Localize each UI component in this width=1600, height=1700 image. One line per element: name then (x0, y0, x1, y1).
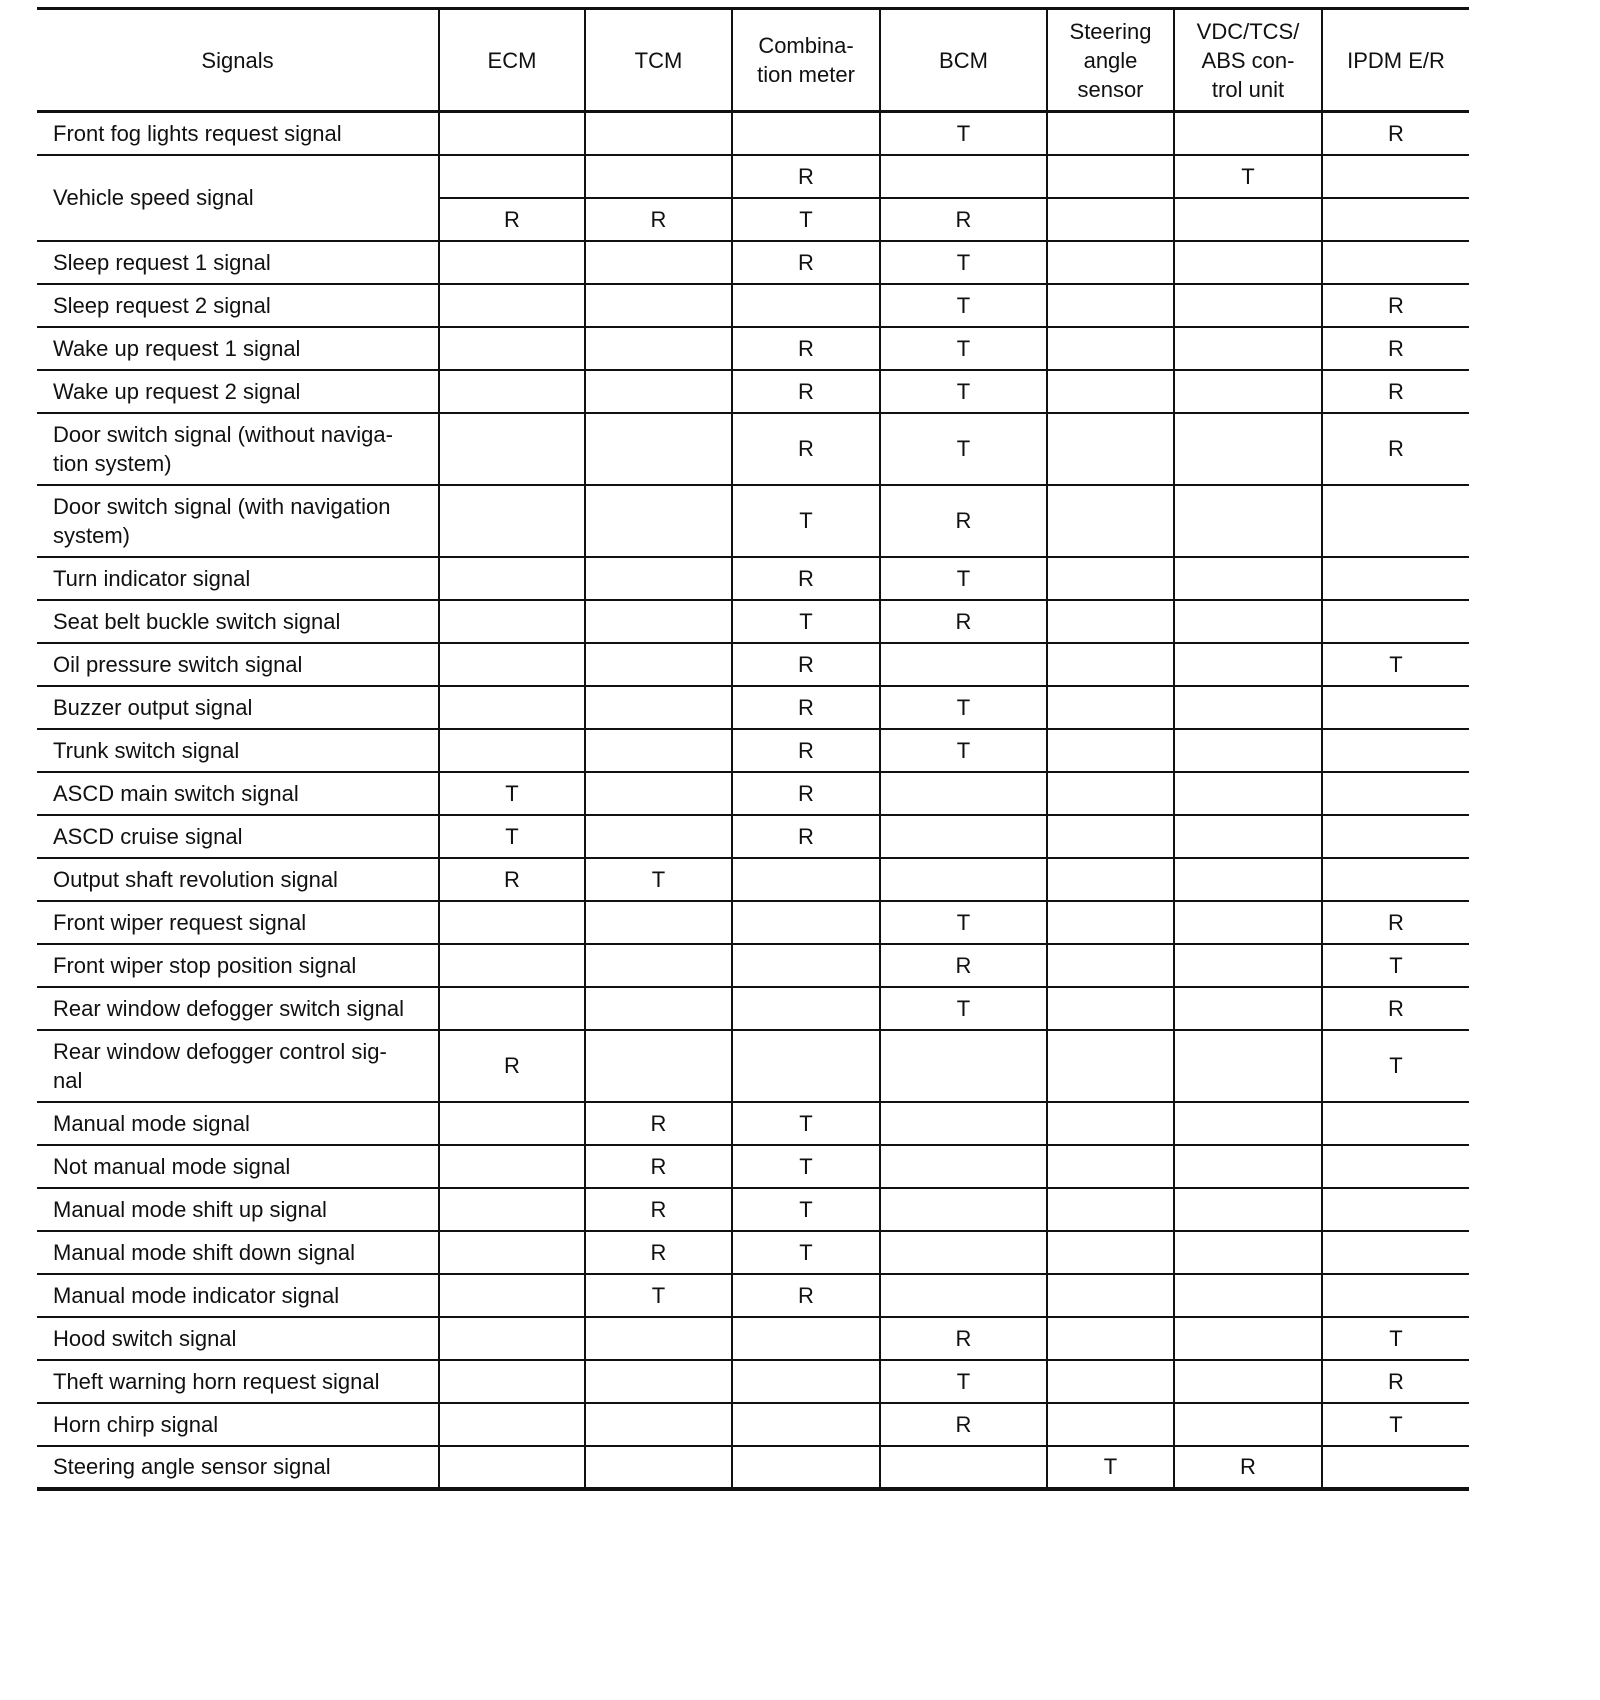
signal-name-cell: Front fog lights request signal (37, 112, 439, 155)
direction-cell (439, 1145, 585, 1188)
direction-cell: T (585, 1274, 732, 1317)
direction-cell (585, 485, 732, 557)
direction-cell: R (880, 485, 1047, 557)
table-row (37, 1102, 1469, 1145)
direction-cell (880, 1446, 1047, 1489)
direction-cell (732, 901, 880, 944)
direction-cell (1174, 370, 1322, 413)
direction-cell: R (732, 772, 880, 815)
direction-cell (1174, 1145, 1322, 1188)
direction-cell (1174, 1102, 1322, 1145)
direction-cell: R (585, 198, 732, 241)
direction-cell: T (439, 815, 585, 858)
direction-cell (1322, 557, 1469, 600)
direction-cell (585, 155, 732, 198)
table-row (37, 112, 1469, 155)
direction-cell: R (439, 198, 585, 241)
direction-cell: R (880, 944, 1047, 987)
direction-cell (1174, 1231, 1322, 1274)
direction-cell: R (439, 1030, 585, 1102)
direction-cell (585, 413, 732, 485)
direction-cell (439, 1188, 585, 1231)
direction-cell (880, 858, 1047, 901)
direction-cell (1174, 1274, 1322, 1317)
direction-cell: T (880, 987, 1047, 1030)
direction-cell (1174, 1188, 1322, 1231)
direction-cell (1322, 241, 1469, 284)
direction-cell (585, 1360, 732, 1403)
direction-cell: T (1322, 1317, 1469, 1360)
direction-cell (732, 1317, 880, 1360)
signal-name-cell: Trunk switch signal (37, 729, 439, 772)
signal-communication-table (37, 7, 1469, 1491)
direction-cell (1174, 413, 1322, 485)
direction-cell (439, 557, 585, 600)
table-row (37, 1360, 1469, 1403)
direction-cell: T (880, 327, 1047, 370)
direction-cell: T (880, 729, 1047, 772)
direction-cell (439, 485, 585, 557)
direction-cell: R (585, 1145, 732, 1188)
signal-name-cell: Sleep request 2 signal (37, 284, 439, 327)
column-header-ecm: ECM (439, 9, 585, 112)
direction-cell: T (732, 1231, 880, 1274)
direction-cell (880, 1274, 1047, 1317)
direction-cell: R (1322, 987, 1469, 1030)
direction-cell: T (1174, 155, 1322, 198)
direction-cell (585, 1403, 732, 1446)
direction-cell: R (1322, 901, 1469, 944)
table-row (37, 370, 1469, 413)
signal-name-cell: Turn indicator signal (37, 557, 439, 600)
table-row (37, 1317, 1469, 1360)
direction-cell (439, 729, 585, 772)
direction-cell (1047, 413, 1174, 485)
table-row (37, 1145, 1469, 1188)
direction-cell: R (732, 729, 880, 772)
direction-cell (1047, 557, 1174, 600)
signal-name-cell: Door switch signal (with navigation system) (37, 485, 439, 557)
table-row (37, 600, 1469, 643)
direction-cell: R (1174, 1446, 1322, 1489)
direction-cell (880, 1188, 1047, 1231)
direction-cell (1322, 155, 1469, 198)
direction-cell: R (732, 241, 880, 284)
direction-cell (585, 112, 732, 155)
signal-name-cell: Steering angle sensor signal (37, 1446, 439, 1489)
direction-cell (585, 557, 732, 600)
direction-cell (1047, 155, 1174, 198)
direction-cell (585, 284, 732, 327)
direction-cell (1047, 686, 1174, 729)
table-row (37, 815, 1469, 858)
direction-cell (732, 1403, 880, 1446)
direction-cell (1174, 485, 1322, 557)
direction-cell (439, 901, 585, 944)
direction-cell: T (1322, 643, 1469, 686)
direction-cell (1047, 1030, 1174, 1102)
direction-cell (1174, 1317, 1322, 1360)
direction-cell: T (732, 485, 880, 557)
direction-cell (732, 1446, 880, 1489)
direction-cell (880, 643, 1047, 686)
direction-cell (1322, 1188, 1469, 1231)
column-header-bcm: BCM (880, 9, 1047, 112)
table-row (37, 686, 1469, 729)
direction-cell: T (880, 413, 1047, 485)
signal-name-cell: Wake up request 2 signal (37, 370, 439, 413)
direction-cell: R (732, 327, 880, 370)
direction-cell (1322, 729, 1469, 772)
direction-cell: R (732, 815, 880, 858)
direction-cell (585, 600, 732, 643)
direction-cell: R (880, 1317, 1047, 1360)
direction-cell (1047, 1274, 1174, 1317)
table-row (37, 557, 1469, 600)
column-header-tcm: TCM (585, 9, 732, 112)
direction-cell (1322, 600, 1469, 643)
direction-cell (1174, 815, 1322, 858)
direction-cell (1047, 1188, 1174, 1231)
direction-cell (732, 284, 880, 327)
direction-cell (1047, 944, 1174, 987)
direction-cell (880, 1231, 1047, 1274)
direction-cell: R (1322, 370, 1469, 413)
direction-cell (585, 1317, 732, 1360)
direction-cell (585, 370, 732, 413)
direction-cell (1047, 901, 1174, 944)
direction-cell (439, 112, 585, 155)
direction-cell (880, 815, 1047, 858)
signal-name-cell: Front wiper stop position signal (37, 944, 439, 987)
header-row (37, 9, 1469, 112)
direction-cell (1174, 1030, 1322, 1102)
column-header-ipdm-er: IPDM E/R (1322, 9, 1469, 112)
signal-name-cell: Vehicle speed signal (37, 155, 439, 241)
table-row (37, 858, 1469, 901)
direction-cell (1047, 327, 1174, 370)
direction-cell (732, 1360, 880, 1403)
signal-name-cell: Hood switch signal (37, 1317, 439, 1360)
table-row (37, 772, 1469, 815)
direction-cell (732, 112, 880, 155)
direction-cell (1322, 1274, 1469, 1317)
direction-cell (1322, 858, 1469, 901)
direction-cell (1322, 1446, 1469, 1489)
direction-cell (1047, 643, 1174, 686)
direction-cell: R (732, 643, 880, 686)
direction-cell (1322, 198, 1469, 241)
signal-name-cell: Manual mode signal (37, 1102, 439, 1145)
table-row (37, 944, 1469, 987)
direction-cell (1047, 112, 1174, 155)
direction-cell: T (880, 284, 1047, 327)
direction-cell (439, 686, 585, 729)
direction-cell (439, 987, 585, 1030)
direction-cell (439, 284, 585, 327)
direction-cell (1047, 1317, 1174, 1360)
direction-cell (585, 987, 732, 1030)
direction-cell: R (880, 600, 1047, 643)
table-row (37, 1403, 1469, 1446)
direction-cell: R (1322, 284, 1469, 327)
direction-cell: R (1322, 1360, 1469, 1403)
direction-cell (1047, 1360, 1174, 1403)
direction-cell (439, 643, 585, 686)
direction-cell (1174, 944, 1322, 987)
direction-cell: T (732, 600, 880, 643)
direction-cell: T (880, 1360, 1047, 1403)
direction-cell (1174, 1403, 1322, 1446)
direction-cell (732, 1030, 880, 1102)
direction-cell (439, 1403, 585, 1446)
direction-cell (585, 643, 732, 686)
direction-cell (1174, 858, 1322, 901)
direction-cell (439, 327, 585, 370)
direction-cell (439, 413, 585, 485)
direction-cell: T (585, 858, 732, 901)
direction-cell: T (732, 1102, 880, 1145)
direction-cell (1047, 1231, 1174, 1274)
direction-cell (1174, 772, 1322, 815)
direction-cell (1047, 284, 1174, 327)
direction-cell (1047, 987, 1174, 1030)
direction-cell: R (585, 1188, 732, 1231)
signal-name-cell: Wake up request 1 signal (37, 327, 439, 370)
direction-cell (1047, 370, 1174, 413)
table-body (37, 112, 1469, 1489)
signal-name-cell: ASCD main switch signal (37, 772, 439, 815)
direction-cell (1047, 858, 1174, 901)
signal-name-cell: Horn chirp signal (37, 1403, 439, 1446)
direction-cell: T (732, 198, 880, 241)
direction-cell (439, 241, 585, 284)
direction-cell: R (1322, 112, 1469, 155)
table-row (37, 1274, 1469, 1317)
direction-cell (585, 729, 732, 772)
direction-cell (439, 155, 585, 198)
table-row (37, 413, 1469, 485)
direction-cell (1322, 1231, 1469, 1274)
table-row (37, 155, 1469, 198)
signal-name-cell: Oil pressure switch signal (37, 643, 439, 686)
direction-cell: T (1322, 944, 1469, 987)
direction-cell (585, 1446, 732, 1489)
direction-cell (1174, 600, 1322, 643)
direction-cell (1047, 198, 1174, 241)
column-header-combination-meter: Combina- tion meter (732, 9, 880, 112)
direction-cell (1174, 557, 1322, 600)
direction-cell: R (1322, 413, 1469, 485)
table-row (37, 643, 1469, 686)
signal-name-cell: Sleep request 1 signal (37, 241, 439, 284)
direction-cell: R (732, 686, 880, 729)
direction-cell: R (1322, 327, 1469, 370)
direction-cell (585, 1030, 732, 1102)
direction-cell (1047, 600, 1174, 643)
direction-cell (732, 944, 880, 987)
direction-cell (439, 1360, 585, 1403)
table-row (37, 987, 1469, 1030)
direction-cell: T (880, 901, 1047, 944)
direction-cell: T (439, 772, 585, 815)
direction-cell: T (732, 1188, 880, 1231)
direction-cell (1174, 198, 1322, 241)
direction-cell: R (732, 413, 880, 485)
direction-cell (439, 1274, 585, 1317)
table-row (37, 1030, 1469, 1102)
direction-cell: T (880, 370, 1047, 413)
direction-cell (880, 1030, 1047, 1102)
direction-cell (439, 600, 585, 643)
direction-cell (1174, 112, 1322, 155)
direction-cell: R (585, 1231, 732, 1274)
signal-name-cell: Theft warning horn request signal (37, 1360, 439, 1403)
table-row (37, 485, 1469, 557)
direction-cell: R (732, 155, 880, 198)
direction-cell (439, 370, 585, 413)
direction-cell: T (1322, 1030, 1469, 1102)
direction-cell (439, 1102, 585, 1145)
direction-cell (585, 815, 732, 858)
direction-cell (439, 1317, 585, 1360)
direction-cell (439, 1446, 585, 1489)
direction-cell (1174, 1360, 1322, 1403)
signal-name-cell: Not manual mode signal (37, 1145, 439, 1188)
table-row (37, 901, 1469, 944)
direction-cell: R (880, 1403, 1047, 1446)
table-row (37, 241, 1469, 284)
direction-cell: T (880, 112, 1047, 155)
direction-cell (1174, 643, 1322, 686)
signal-name-cell: Manual mode shift up signal (37, 1188, 439, 1231)
direction-cell (880, 1102, 1047, 1145)
direction-cell (1322, 485, 1469, 557)
direction-cell (1174, 901, 1322, 944)
direction-cell (1047, 815, 1174, 858)
direction-cell (1047, 1403, 1174, 1446)
direction-cell: R (880, 198, 1047, 241)
column-header-steering-angle-sensor: Steering angle sensor (1047, 9, 1174, 112)
column-header-vdc-tcs-abs-control-unit: VDC/TCS/ ABS con- trol unit (1174, 9, 1322, 112)
direction-cell (880, 155, 1047, 198)
direction-cell: R (585, 1102, 732, 1145)
direction-cell (439, 1231, 585, 1274)
signal-name-cell: Rear window defogger switch signal (37, 987, 439, 1030)
direction-cell: R (732, 370, 880, 413)
signal-name-cell: ASCD cruise signal (37, 815, 439, 858)
column-header-signals: Signals (37, 9, 439, 112)
signal-name-cell: Front wiper request signal (37, 901, 439, 944)
table-row (37, 1188, 1469, 1231)
table-row (37, 327, 1469, 370)
direction-cell (1322, 1102, 1469, 1145)
direction-cell (585, 686, 732, 729)
direction-cell (585, 944, 732, 987)
signal-name-cell: Seat belt buckle switch signal (37, 600, 439, 643)
direction-cell (732, 987, 880, 1030)
direction-cell (1322, 772, 1469, 815)
direction-cell (1174, 284, 1322, 327)
direction-cell (1174, 327, 1322, 370)
signal-name-cell: Manual mode indicator signal (37, 1274, 439, 1317)
direction-cell (1322, 686, 1469, 729)
direction-cell: R (439, 858, 585, 901)
direction-cell (585, 772, 732, 815)
direction-cell: R (732, 557, 880, 600)
direction-cell (1174, 686, 1322, 729)
direction-cell: R (732, 1274, 880, 1317)
direction-cell (585, 241, 732, 284)
direction-cell (1322, 815, 1469, 858)
direction-cell (1174, 729, 1322, 772)
direction-cell (1047, 772, 1174, 815)
table-row (37, 729, 1469, 772)
direction-cell (1047, 241, 1174, 284)
signal-name-cell: Buzzer output signal (37, 686, 439, 729)
direction-cell (439, 944, 585, 987)
table-row (37, 1446, 1469, 1489)
direction-cell (1322, 1145, 1469, 1188)
table-row (37, 284, 1469, 327)
signal-name-cell: Rear window defogger control sig- nal (37, 1030, 439, 1102)
direction-cell: T (1322, 1403, 1469, 1446)
direction-cell (880, 772, 1047, 815)
direction-cell: T (1047, 1446, 1174, 1489)
signal-name-cell: Door switch signal (without naviga- tion system) (37, 413, 439, 485)
direction-cell (1047, 485, 1174, 557)
direction-cell (1174, 987, 1322, 1030)
direction-cell (880, 1145, 1047, 1188)
direction-cell: T (732, 1145, 880, 1188)
direction-cell (585, 901, 732, 944)
direction-cell (1047, 1145, 1174, 1188)
direction-cell: T (880, 686, 1047, 729)
direction-cell (732, 858, 880, 901)
direction-cell (1047, 729, 1174, 772)
direction-cell: T (880, 241, 1047, 284)
signal-name-cell: Manual mode shift down signal (37, 1231, 439, 1274)
direction-cell: T (880, 557, 1047, 600)
direction-cell (1047, 1102, 1174, 1145)
direction-cell (1174, 241, 1322, 284)
table-row (37, 1231, 1469, 1274)
signal-name-cell: Output shaft revolution signal (37, 858, 439, 901)
direction-cell (585, 327, 732, 370)
